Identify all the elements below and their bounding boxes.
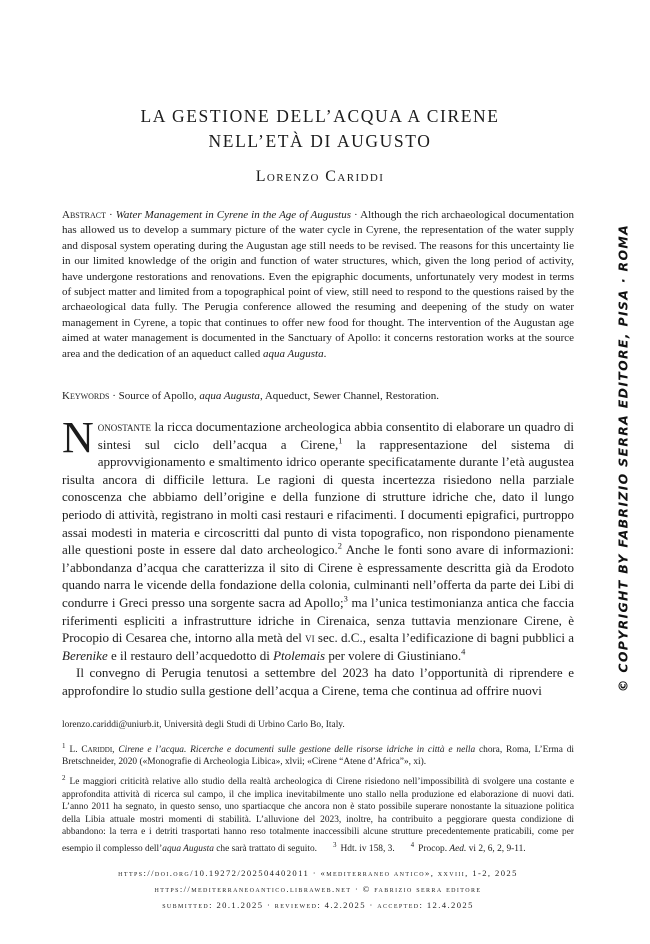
drop-cap: N xyxy=(62,413,94,462)
footnote-1-sep: , xyxy=(112,744,119,755)
copyright-notice: © COPYRIGHT BY FABRIZIO SERRA EDITORE, PISA · ROMA xyxy=(615,223,631,693)
paragraph-1-text-d: ma l’unica testimonianza antica che faccia riferimenti espliciti a infrastrutture idriche in Cirenaica, senza tuttavia menzionare Cirene, è Procopio di Cesarea che, intorno alla metà del xyxy=(62,594,574,646)
footnote-ref-2[interactable]: 2 xyxy=(337,540,342,551)
footnote-3-text: Hdt. iv 158, 3. xyxy=(340,844,395,855)
place-berenike: Berenike xyxy=(62,647,108,663)
footnote-4-post: vi 2, 6, 2, 9-11. xyxy=(466,844,526,855)
paragraph-1-text-a: la ricca documentazione archeologica abbia consentito di elaborare un quadro di sintesi sul ciclo dell’acqua a Cirene, xyxy=(97,419,574,452)
footnote-2-number: 2 xyxy=(62,773,66,782)
footnotes xyxy=(62,719,574,859)
paragraph-1-text-b: la rappresentazione del sistema di approvvigionamento e smaltimento idrico operante specificatamente durante l’età augustea risulta ancora di difficile lettura. Le ragioni di questa incertezza risiedono nella parziale conoscenza che abbiamo dell’origine e della funzione di strutture idriche che, dato il lungo periodo di attività, registrano in molti casi restauri e rifacimenti. I documenti epigrafici, purtroppo assai modesti in materia e circoscritti dal punto di vista topografico, non rispondono pienamente alle questioni poste in essere dal dato archeologico. xyxy=(62,436,574,558)
footnote-4-pre: Procop. xyxy=(418,844,450,855)
abstract-english-title: Water Management in Cyrene in the Age of Augustus xyxy=(115,209,351,221)
footnote-1 xyxy=(62,740,574,769)
paragraph-1 xyxy=(62,413,575,664)
footnote-2 xyxy=(62,772,574,856)
keywords-label: Keywords xyxy=(62,390,110,402)
paragraph-2: Il convegno di Perugia tenutosi a settembre del 2023 ha dato l’opportunità di riprendere e approfondire lo studio sulla gestione dell’acqua a Cirene, tema che continua ad offrire nuovi xyxy=(62,665,574,698)
footnote-3 xyxy=(333,839,395,856)
title-line-2: NELL’ETÀ DI AUGUSTO xyxy=(208,131,432,151)
place-ptolemais: Ptolemais xyxy=(273,647,326,663)
article-title xyxy=(60,104,580,154)
keywords-post: , Aqueduct, Sewer Channel, Restoration. xyxy=(259,390,439,402)
title-line-1: LA GESTIONE DELL’ACQUA A CIRENE xyxy=(140,106,500,126)
footer-doi-line[interactable]: https://doi.org/10.19272/202504402011 · «mediterraneo antico», xxviii, 1-2, 2025 xyxy=(118,868,518,878)
abstract-end: . xyxy=(323,347,327,360)
body-text xyxy=(62,413,575,700)
footnote-1-rest: chora, Roma, L’Erma di Bretschneider, 2020 («Monografie di Archeologia Libica», xlvii; «Cirene “Atene d’Africa”», xi). xyxy=(62,744,574,768)
footer-dates-line: submitted: 20.1.2025 · reviewed: 4.2.2025 · accepted: 12.4.2025 xyxy=(162,900,474,911)
page-footer xyxy=(62,865,574,914)
author-email[interactable]: lorenzo.cariddi@uniurb.it, Università degli Studi di Urbino Carlo Bo, Italy. xyxy=(62,720,345,730)
author-name: Lorenzo Cariddi xyxy=(255,168,385,185)
footnote-2-aqua: aqua Augusta xyxy=(162,844,214,855)
abstract-sep: · xyxy=(105,209,116,221)
copyright-sidebar xyxy=(614,218,632,698)
abstract-aqua-augusta: aqua Augusta xyxy=(262,347,324,360)
footnote-2-text: Le maggiori criticità relative allo studio della realtà archeologica di Cirene risiedono nell’impossibilità di svolgere una costante e approfondita attività di ricerca sul campo, il che implica inevitabilmente uno stallo nella produzione ed elaborazione di nuovi dati. L’anno 2011 ha segnato, in questo senso, uno spartiacque che ancora non è stato possibile superare nonostante la situazione politica della Libia attuale mostri momenti di stabilità. L’alluvione del 2023, inoltre, ha contribuito a peggiorare questa condizione di abbandono: la terra e i detriti trasportati hanno reso totalmente inaccessibili alcune strutture precedentemente praticabili, come per esempio il complesso dell’ xyxy=(62,777,574,855)
keywords xyxy=(62,389,574,404)
footer-website-line[interactable]: https://mediterraneoantico.libraweb.net · © fabrizio serra editore xyxy=(154,884,482,895)
paragraph-1-text-f: e il restauro dell’acquedotto di xyxy=(107,647,274,663)
footnote-4 xyxy=(411,839,526,856)
paragraph-1-text-g: per volere di Giustiniano. xyxy=(325,647,462,663)
keywords-pre: · Source of Apollo, xyxy=(109,390,200,402)
footnote-1-title: Cirene e l’acqua. Ricerche e documenti sulle gestione delle risorse idriche in città e nella xyxy=(118,744,476,755)
century-numeral: vi xyxy=(305,630,315,646)
paragraph-1-text-e: sec. d.C., esalta l’edificazione di bagni pubblici a xyxy=(314,630,574,646)
first-word: onostante xyxy=(97,419,152,434)
footnote-ref-3[interactable]: 3 xyxy=(343,593,348,604)
keywords-aqua-augusta: aqua Augusta xyxy=(199,390,260,402)
footnote-1-number: 1 xyxy=(62,741,66,750)
footnote-4-number: 4 xyxy=(410,841,415,849)
paragraph-1-text-c: Anche le fonti sono avare di informazioni: l’abbondanza d’acqua che caratterizza il sito di Cirene è espressamente descritta già da Erodoto quando narra le vicende della fondazione della colonia, culminanti nell’offerta da parte dei Libi di condurre i Greci presso una sorgente sacra ad Apollo; xyxy=(62,542,575,610)
abstract-label: Abstract xyxy=(62,209,106,221)
footnote-3-number: 3 xyxy=(333,841,337,849)
footnote-4-work: Aed. xyxy=(449,844,467,855)
footnote-1-author: L. Cariddi xyxy=(69,744,113,755)
footnote-2-end: che sarà trattato di seguito. xyxy=(213,844,317,855)
abstract xyxy=(62,208,574,362)
footnote-ref-4[interactable]: 4 xyxy=(461,646,466,657)
footnote-ref-1[interactable]: 1 xyxy=(338,435,343,446)
abstract-text: · Although the rich archaeological documentation has allowed us to develop a summary picture of the water cycle in Cyrene, the representation of the water supply and disposal system operating during the Augustan age still needs to be revised. The reasons for this uncertainty lie in our limited knowledge of the origin and function of water structures, which, given the long period of activity, have undergone restorations and renovations. Even the epigraphic documents, unfortunately very modest in terms of subject matter and limited from a topographical point of view, still need to respond to the questions raised by the archaeological data fully. The Perugia conference allowed the resuming and deepening of the study on water management in Cyrene, a topic that continues to offer new food for thought. The intervention of the Augustan age aimed at water management is documented in the Sanctuary of Apollo: it concerns restoration works at the source area and the dedication of an aqueduct called xyxy=(62,209,574,360)
